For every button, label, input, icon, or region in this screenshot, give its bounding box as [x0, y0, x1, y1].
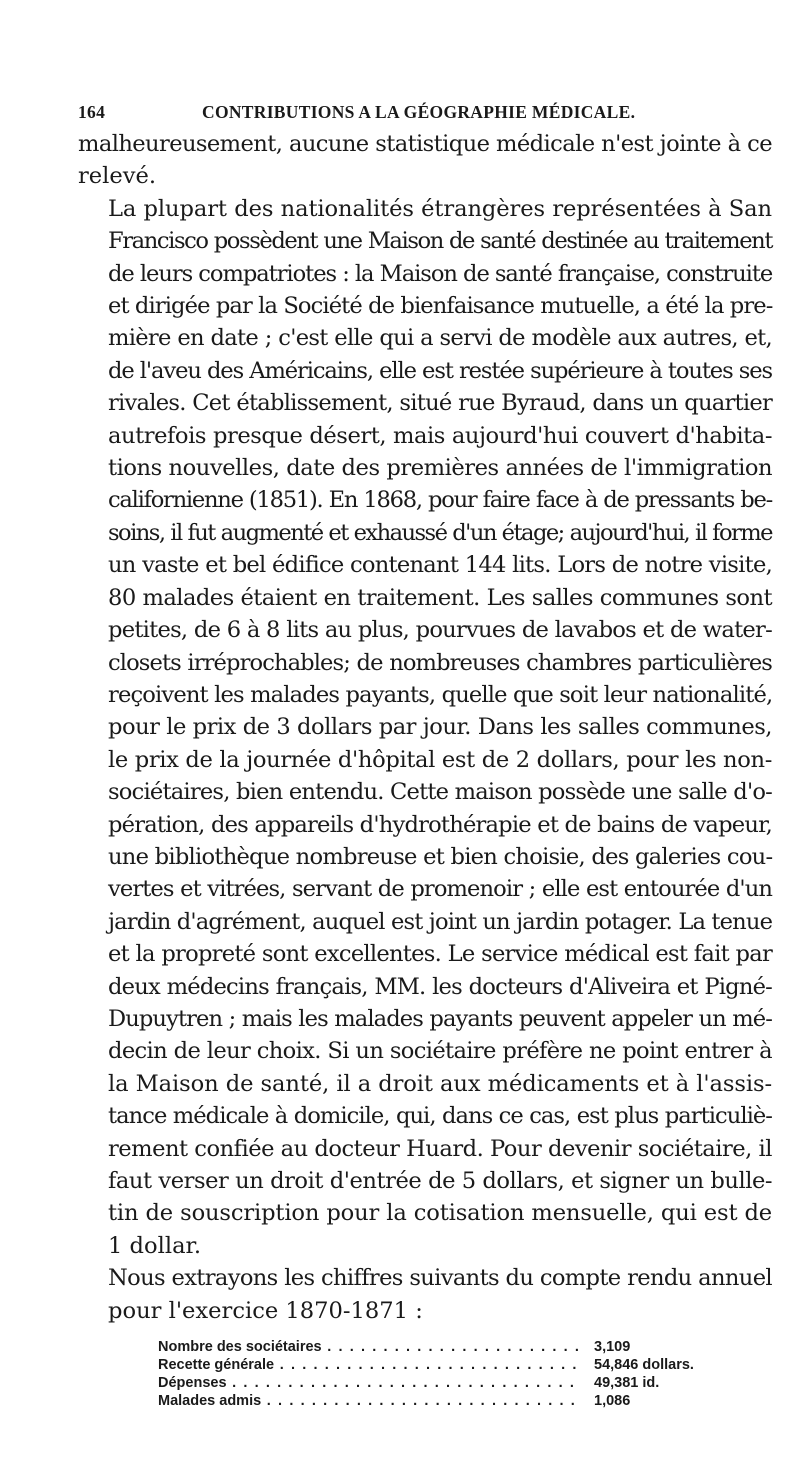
text-line: Francisco possèdent une Maison de santé destinée au traitement [108, 228, 772, 255]
text-line: vertes et vitrées, servant de promenoir ; elle est entourée d'un [108, 876, 772, 903]
text-line: mière en date ; c'est elle qui a servi de modèle aux autres, et, [108, 325, 772, 352]
text-line: 80 malades étaient en traitement. Les salles communes sont [108, 584, 772, 611]
text-line: une bibliothèque nombreuse et bien choisie, des galeries cou- [108, 843, 773, 870]
table-row [158, 1393, 718, 1411]
page-number: 164 [78, 102, 106, 122]
paragraph [78, 128, 772, 193]
table-label: Dépenses . . . [158, 1375, 578, 1391]
text-line: soins, il fut augmenté et exhaussé d'un étage; aujourd'hui, il forme [108, 519, 772, 546]
book-page [78, 96, 772, 1411]
running-title: CONTRIBUTIONS A LA GÉOGRAPHIE MÉDICALE. [202, 102, 636, 122]
paragraph [78, 1262, 772, 1327]
text-line: La plupart des nationalités étrangères représentées à San [108, 195, 772, 222]
text-line: californienne (1851). En 1868, pour faire face à de pressants be- [108, 487, 772, 514]
text-line: sociétaires, bien entendu. Cette maison possède une salle d'o- [108, 779, 772, 806]
text-line: pour l'exercice 1870-1871 : [108, 1297, 423, 1324]
text-line: autrefois presque désert, mais aujourd'hui couvert d'habita- [108, 422, 772, 449]
table-label: Nombre des sociétaires . . . [158, 1339, 578, 1355]
text-line: de l'aveu des Américains, elle est restée supérieure à toutes ses [108, 357, 772, 384]
text-line: tance médicale à domicile, qui, dans ce cas, est plus particuliè- [108, 1103, 772, 1130]
running-head [78, 96, 772, 128]
text-line: tin de souscription pour la cotisation mensuelle, qui est de [108, 1200, 772, 1227]
text-line: Nous extrayons les chiffres suivants du compte rendu annuel [108, 1265, 772, 1292]
table-label: Malades admis . . . [158, 1393, 578, 1409]
text-line: decin de leur choix. Si un sociétaire préfère ne point entrer à [108, 1038, 772, 1065]
text-line: petites, de 6 à 8 lits au plus, pourvues de lavabos et de water- [108, 617, 772, 644]
body-text [78, 128, 772, 1327]
text-line: et la propreté sont excellentes. Le service médical est fait par [108, 941, 772, 968]
paragraph [78, 193, 772, 1262]
text-line: reçoivent les malades payants, quelle que soit leur nationalité, [108, 681, 773, 708]
statistics-table [158, 1339, 718, 1411]
text-line: un vaste et bel édifice contenant 144 lits. Lors de notre visite, [108, 552, 772, 579]
text-line: tions nouvelles, date des premières années de l'immigration [108, 455, 773, 482]
text-line: deux médecins français, MM. les docteurs d'Aliveira et Pigné- [108, 973, 772, 1000]
text-line: relevé. [78, 163, 157, 190]
text-line: et dirigée par la Société de bienfaisance mutuelle, a été la pre- [108, 293, 773, 320]
text-line: closets irréprochables; de nombreuses chambres particulières [108, 649, 772, 676]
table-row [158, 1357, 718, 1375]
text-line: malheureusement, aucune statistique médicale n'est jointe à ce [78, 131, 772, 157]
text-line: la Maison de santé, il a droit aux médicaments et à l'assis- [108, 1070, 772, 1097]
text-line: le prix de la journée d'hôpital est de 2 dollars, pour les non- [108, 746, 772, 773]
text-line: 1 dollar. [108, 1232, 202, 1259]
text-line: rivales. Cet établissement, situé rue Byraud, dans un quartier [108, 390, 772, 417]
table-row [158, 1375, 718, 1393]
table-label: Recette générale . . . [158, 1357, 578, 1373]
table-value: 54,846 dollars. [594, 1357, 694, 1374]
table-value: 1,086 [594, 1393, 631, 1410]
text-line: Dupuytren ; mais les malades payants peuvent appeler un mé- [108, 1005, 772, 1032]
table-row [158, 1339, 718, 1357]
text-line: de leurs compatriotes : la Maison de santé française, construite [108, 260, 773, 287]
text-line: jardin d'agrément, auquel est joint un jardin potager. La tenue [108, 908, 773, 935]
text-line: faut verser un droit d'entrée de 5 dollars, et signer un bulle- [108, 1168, 773, 1194]
text-line: pération, des appareils d'hydrothérapie et de bains de vapeur, [108, 811, 772, 838]
text-line: pour le prix de 3 dollars par jour. Dans les salles communes, [108, 714, 772, 741]
table-value: 49,381 id. [594, 1375, 660, 1392]
text-line: rement confiée au docteur Huard. Pour devenir sociétaire, il [108, 1135, 772, 1162]
table-value: 3,109 [594, 1339, 631, 1356]
